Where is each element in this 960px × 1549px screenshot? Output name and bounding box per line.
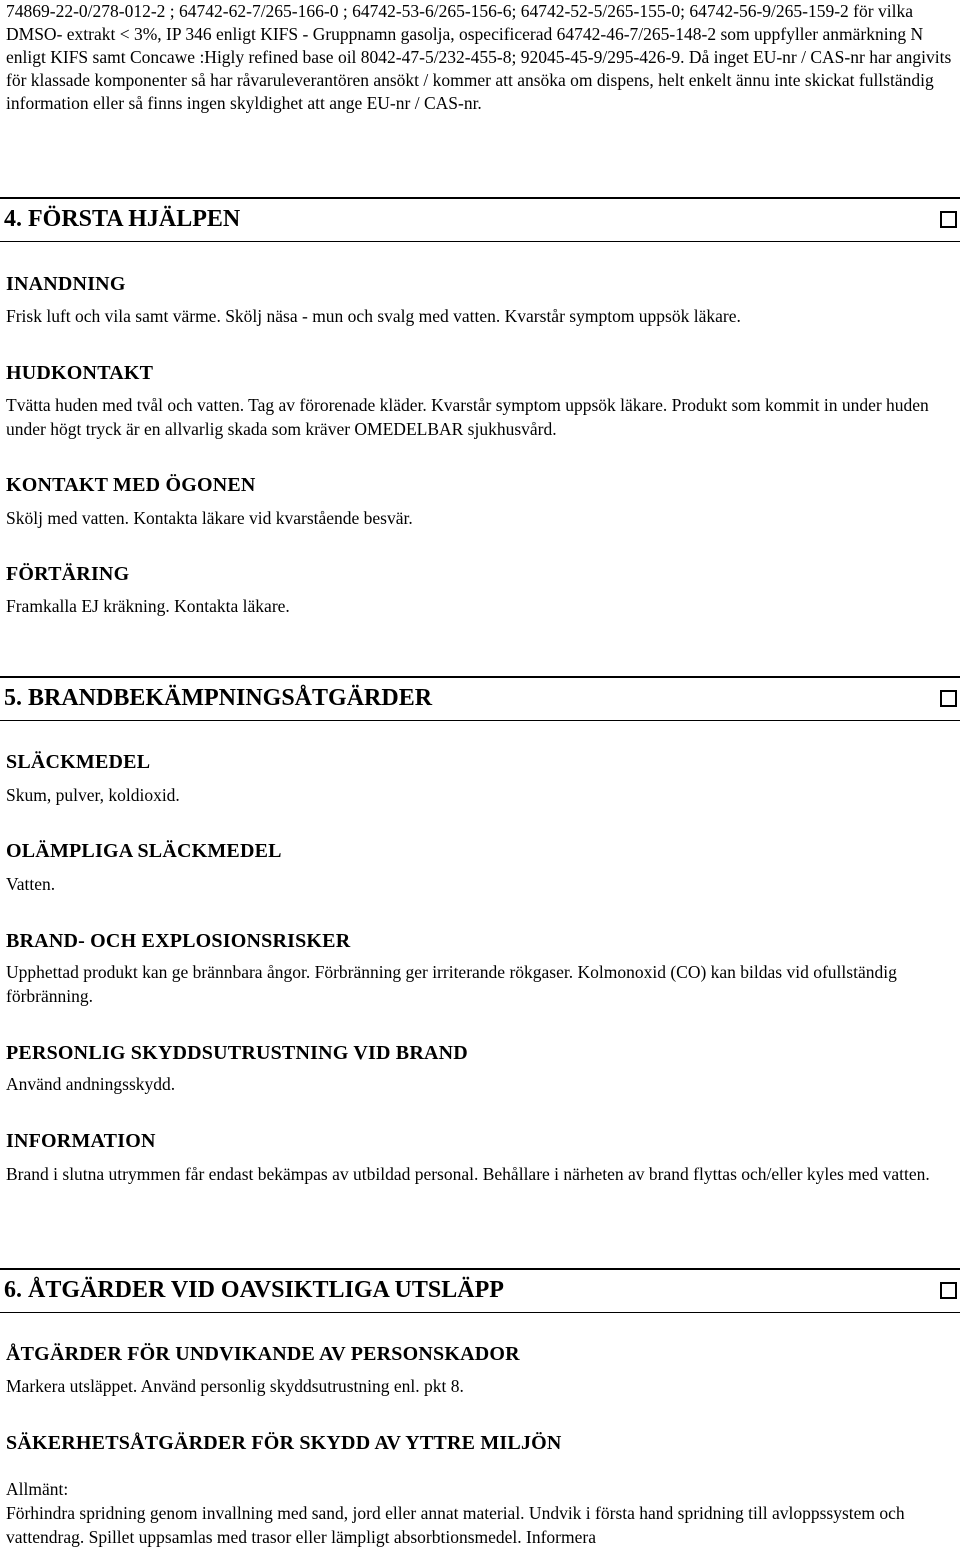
intro-paragraph: 74869-22-0/278-012-2 ; 64742-62-7/265-166-0 ; 64742-53-6/265-156-6; 64742-52-5/265-155-0; 64742-56-9/265-159-2 för vilka DMSO- extrakt < 3%, IP 346 enligt KIFS - Gruppnamn gasolja, ospecificerad 64742-46-7/265-148-2 som uppfyller anmärkning N enligt KIFS samt Concawe :Higly refined base oil 8042-47-5/232-455-8; 92045-45-9/295-426-9. Då inget EU-nr / CAS-nr har angivits för klassade komponenter så har råvaruleverantören ansökt / kommer att ansöka om dispens, helt enkelt ännu inte skickat fullständig information eller så finns ingen skyldighet att ange EU-nr / CAS-nr.	[6, 1, 952, 113]
section-checkbox[interactable]	[940, 211, 957, 228]
section-heading-accidental-release: 6. ÅTGÄRDER VID OAVSIKTLIGA UTSLÄPP	[4, 1277, 504, 1303]
section-heading-underline	[0, 241, 960, 242]
text-extinguishing-media: Skum, pulver, koldioxid.	[6, 785, 180, 805]
text-information: Brand i slutna utrymmen får endast bekämpas av utbildad personal. Behållare i närheten av brand flyttas och/eller kyles med vatten.	[6, 1164, 930, 1184]
section-checkbox[interactable]	[940, 1282, 957, 1299]
subheading-inhalation: INANDNING	[6, 273, 126, 295]
subheading-extinguishing-media: SLÄCKMEDEL	[6, 751, 151, 773]
subheading-environmental-precautions: SÄKERHETSÅTGÄRDER FÖR SKYDD AV YTTRE MILJÖN	[6, 1432, 562, 1454]
text-general: Förhindra spridning genom invallning med sand, jord eller annat material. Undvik i första hand spridning till avloppssystem och vattendrag. Spillet uppsamlas med trasor eller lämpligt absorbtionsmedel. Informera	[6, 1503, 905, 1547]
subheading-personal-precautions: ÅTGÄRDER FÖR UNDVIKANDE AV PERSONSKADOR	[6, 1343, 520, 1365]
text-protective-equipment: Använd andningsskydd.	[6, 1074, 176, 1094]
subheading-information: INFORMATION	[6, 1130, 156, 1152]
section-heading-underline	[0, 1312, 960, 1313]
subheading-skin-contact: HUDKONTAKT	[6, 362, 154, 384]
section-divider	[0, 197, 960, 199]
text-skin-contact: Tvätta huden med tvål och vatten. Tag av förorenade kläder. Kvarstår symptom uppsök läkare. Produkt som kommit in under huden under högt tryck är en allvarlig skada som kräver OMEDELBAR sjukhusvård.	[6, 395, 929, 439]
section-checkbox[interactable]	[940, 690, 957, 707]
label-general: Allmänt:	[6, 1479, 69, 1499]
text-unsuitable-media: Vatten.	[6, 874, 56, 894]
subheading-eye-contact: KONTAKT MED ÖGONEN	[6, 474, 256, 496]
subheading-protective-equipment: PERSONLIG SKYDDSUTRUSTNING VID BRAND	[6, 1042, 468, 1064]
section-heading-underline	[0, 720, 960, 721]
text-ingestion: Framkalla EJ kräkning. Kontakta läkare.	[6, 596, 290, 616]
text-inhalation: Frisk luft och vila samt värme. Skölj näsa - mun och svalg med vatten. Kvarstår symptom uppsök läkare.	[6, 306, 741, 326]
text-personal-precautions: Markera utsläppet. Använd personlig skyddsutrustning enl. pkt 8.	[6, 1376, 464, 1396]
text-fire-explosion-risks: Upphettad produkt kan ge brännbara ångor. Förbränning ger irriterande rökgaser. Kolmonoxid (CO) kan bildas vid ofullständig förbränning.	[6, 962, 897, 1006]
section-heading-first-aid: 4. FÖRSTA HJÄLPEN	[4, 206, 241, 232]
text-eye-contact: Skölj med vatten. Kontakta läkare vid kvarstående besvär.	[6, 508, 413, 528]
subheading-unsuitable-media: OLÄMPLIGA SLÄCKMEDEL	[6, 840, 282, 862]
subheading-fire-explosion-risks: BRAND- OCH EXPLOSIONSRISKER	[6, 930, 351, 952]
section-heading-firefighting: 5. BRANDBEKÄMPNINGSÅTGÄRDER	[4, 685, 433, 711]
section-divider	[0, 676, 960, 678]
subheading-ingestion: FÖRTÄRING	[6, 563, 130, 585]
section-divider	[0, 1268, 960, 1270]
